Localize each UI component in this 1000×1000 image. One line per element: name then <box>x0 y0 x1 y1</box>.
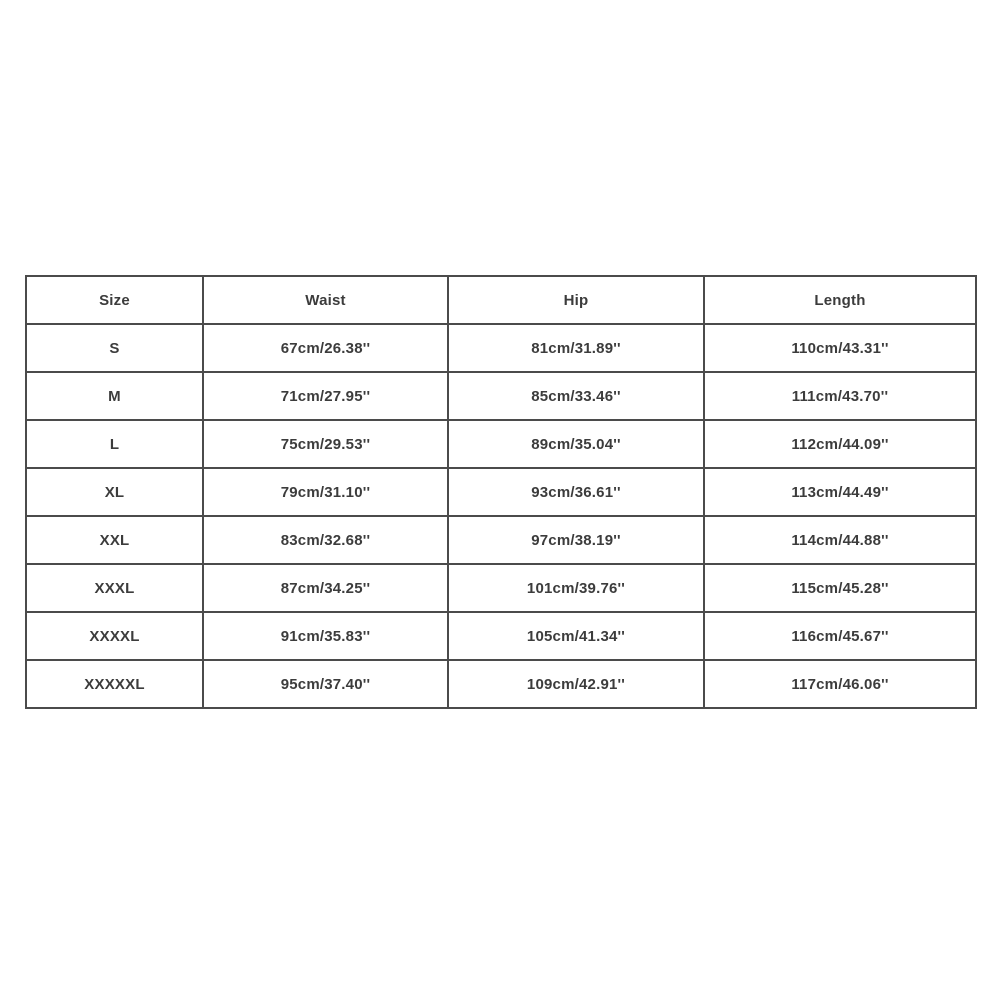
cell-length: 114cm/44.88'' <box>704 516 976 564</box>
table-row <box>26 612 976 660</box>
cell-length: 113cm/44.49'' <box>704 468 976 516</box>
cell-size: L <box>26 420 203 468</box>
table-row <box>26 516 976 564</box>
cell-size: M <box>26 372 203 420</box>
table-row <box>26 660 976 708</box>
cell-waist: 79cm/31.10'' <box>203 468 448 516</box>
cell-hip: 81cm/31.89'' <box>448 324 704 372</box>
cell-hip: 105cm/41.34'' <box>448 612 704 660</box>
table-row <box>26 324 976 372</box>
cell-waist: 95cm/37.40'' <box>203 660 448 708</box>
column-header-hip: Hip <box>448 276 704 324</box>
cell-hip: 101cm/39.76'' <box>448 564 704 612</box>
cell-size: XXXXXL <box>26 660 203 708</box>
column-header-size: Size <box>26 276 203 324</box>
size-chart-table <box>25 275 977 709</box>
cell-hip: 89cm/35.04'' <box>448 420 704 468</box>
cell-hip: 85cm/33.46'' <box>448 372 704 420</box>
cell-length: 111cm/43.70'' <box>704 372 976 420</box>
cell-size: XXXXL <box>26 612 203 660</box>
table-row <box>26 564 976 612</box>
cell-size: XXL <box>26 516 203 564</box>
table-row <box>26 420 976 468</box>
cell-length: 115cm/45.28'' <box>704 564 976 612</box>
cell-length: 110cm/43.31'' <box>704 324 976 372</box>
cell-length: 117cm/46.06'' <box>704 660 976 708</box>
table-row <box>26 468 976 516</box>
cell-waist: 67cm/26.38'' <box>203 324 448 372</box>
cell-waist: 75cm/29.53'' <box>203 420 448 468</box>
table-row <box>26 372 976 420</box>
cell-waist: 71cm/27.95'' <box>203 372 448 420</box>
cell-size: XL <box>26 468 203 516</box>
cell-hip: 109cm/42.91'' <box>448 660 704 708</box>
column-header-waist: Waist <box>203 276 448 324</box>
table-header-row <box>26 276 976 324</box>
cell-waist: 91cm/35.83'' <box>203 612 448 660</box>
column-header-length: Length <box>704 276 976 324</box>
cell-waist: 83cm/32.68'' <box>203 516 448 564</box>
cell-hip: 97cm/38.19'' <box>448 516 704 564</box>
cell-waist: 87cm/34.25'' <box>203 564 448 612</box>
cell-length: 116cm/45.67'' <box>704 612 976 660</box>
cell-size: XXXL <box>26 564 203 612</box>
cell-length: 112cm/44.09'' <box>704 420 976 468</box>
cell-hip: 93cm/36.61'' <box>448 468 704 516</box>
cell-size: S <box>26 324 203 372</box>
